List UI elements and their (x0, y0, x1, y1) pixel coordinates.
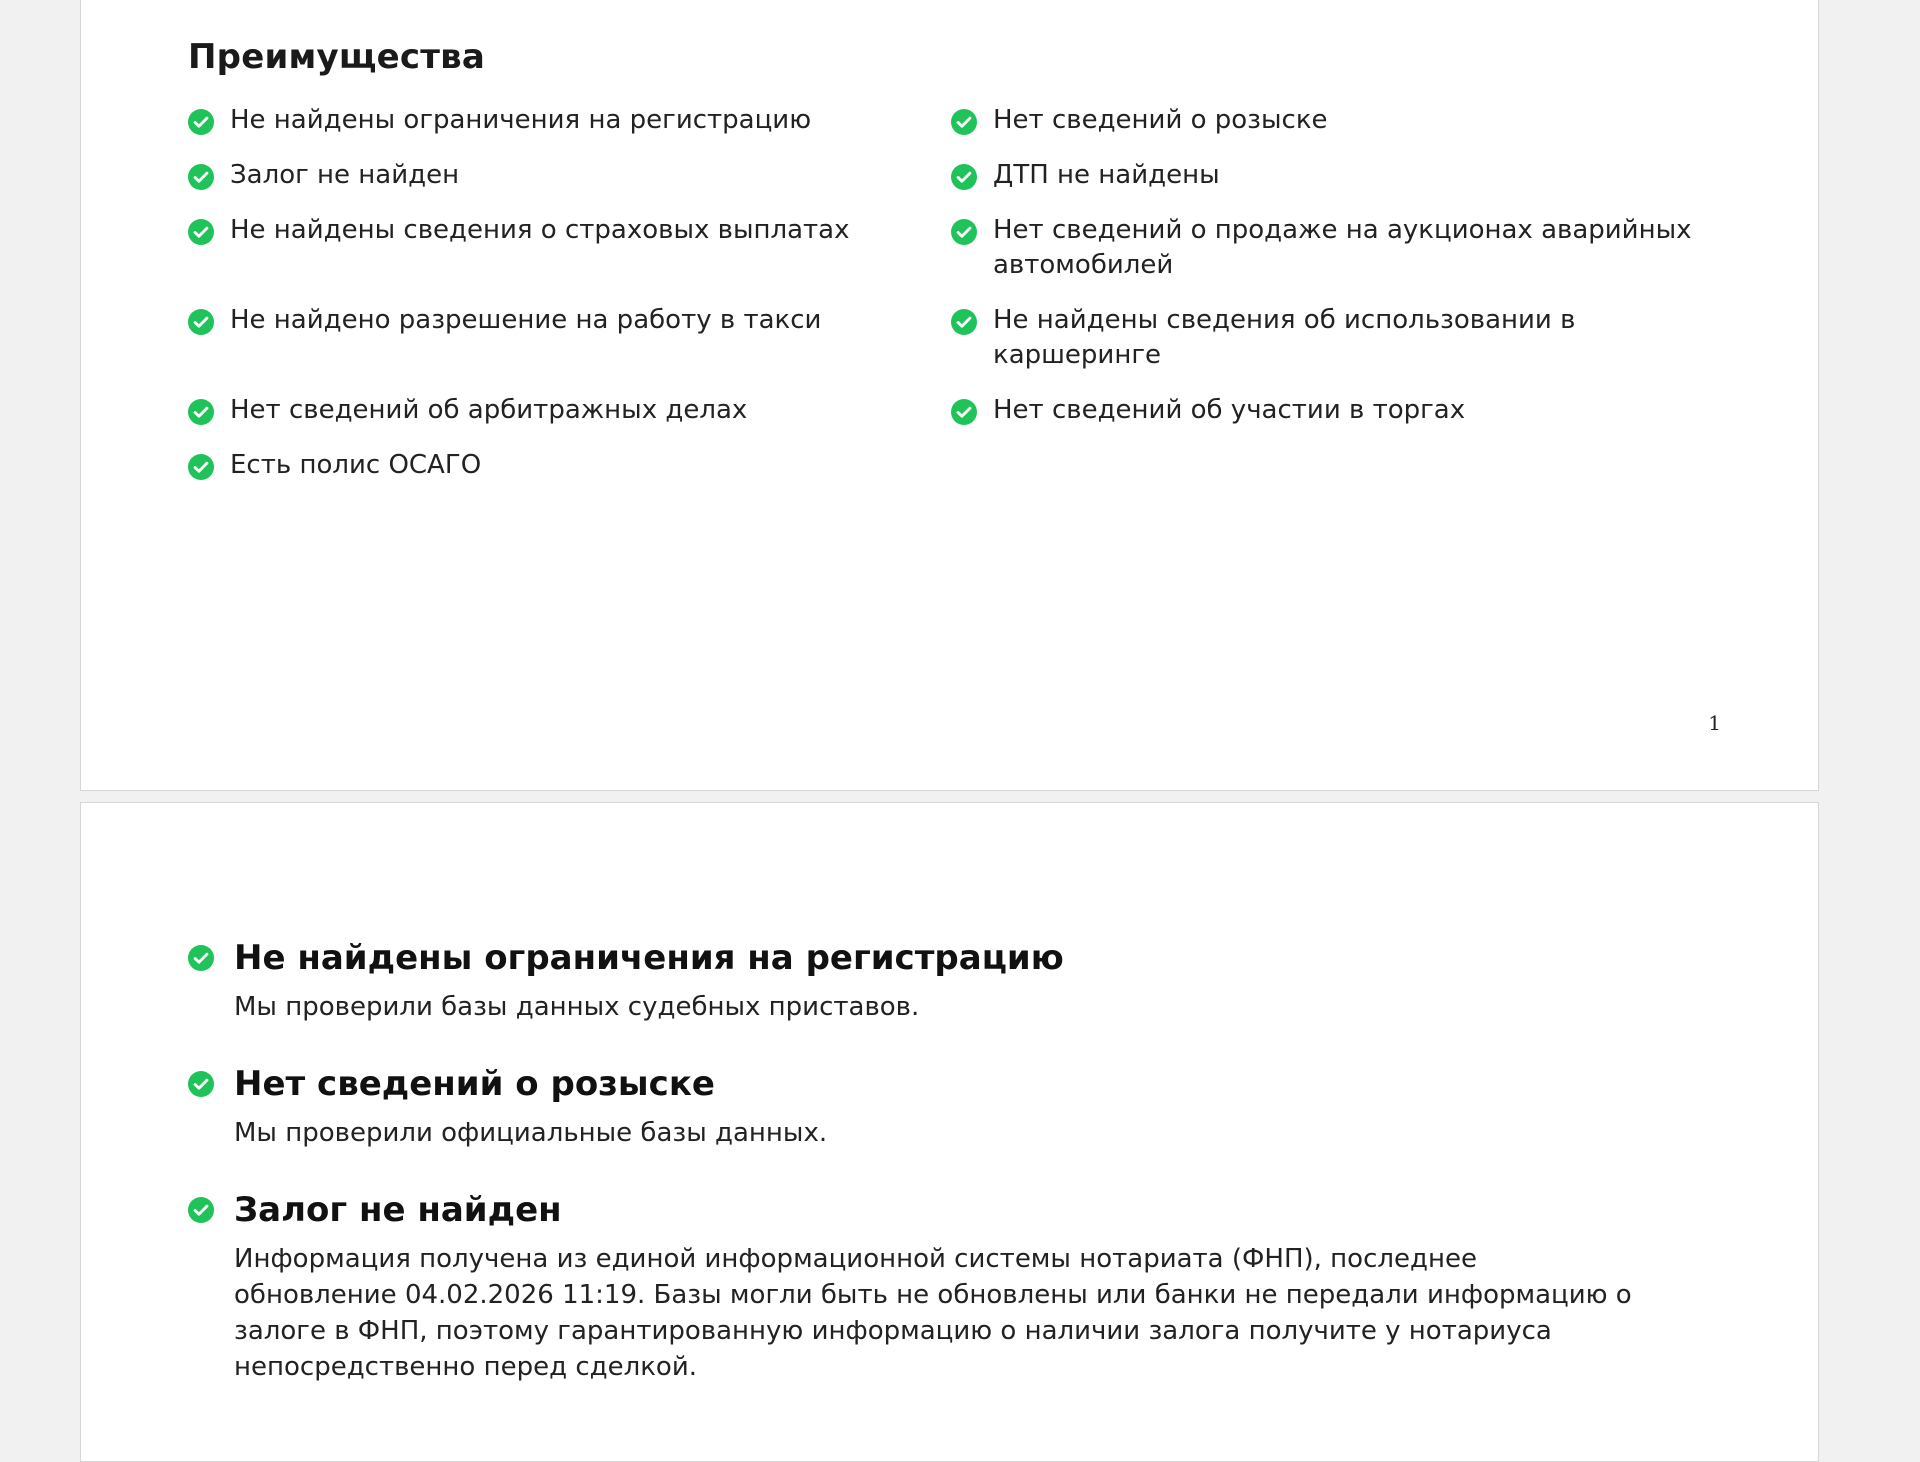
benefits-column-left (188, 103, 928, 503)
benefit-label: Нет сведений об арбитражных делах (230, 395, 748, 425)
benefit-item (188, 158, 928, 193)
benefit-item (951, 158, 1731, 193)
benefit-label: Есть полис ОСАГО (230, 450, 482, 480)
benefit-label: Нет сведений об участии в торгах (993, 395, 1466, 425)
benefit-label: Не найдены ограничения на регистрацию (230, 105, 812, 135)
check-circle-icon (951, 164, 977, 190)
check-detail-title: Нет сведений о розыске (234, 1064, 715, 1104)
check-circle-icon (188, 1071, 214, 1097)
check-circle-icon (188, 945, 214, 971)
benefit-item (951, 103, 1731, 138)
check-circle-icon (951, 309, 977, 335)
check-detail-item (188, 1059, 1748, 1151)
benefit-item (951, 393, 1731, 428)
check-circle-icon (951, 219, 977, 245)
check-circle-icon (951, 109, 977, 135)
report-page-1 (80, 0, 1819, 791)
check-detail-text: Мы проверили базы данных судебных приставов. (234, 992, 920, 1022)
check-circle-icon (951, 399, 977, 425)
check-detail-item (188, 1185, 1748, 1385)
check-detail-text: Информация получена из единой информационной системы нотариата (ФНП), последнее обновление 04.02.2026 11:19. Базы могли быть не обновлены или банки не передали информацию о залоге в ФНП, поэтому гарантированную информацию о наличии залога получите у нотариуса непосредственно перед сделкой. (234, 1244, 1632, 1382)
page-number: 1 (1708, 711, 1721, 735)
benefit-label: ДТП не найдены (993, 160, 1220, 190)
benefit-item (951, 213, 1731, 283)
benefits-column-right (951, 103, 1731, 448)
benefit-item (188, 393, 928, 428)
benefit-item (188, 213, 928, 248)
check-circle-icon (188, 109, 214, 135)
benefit-label: Не найдено разрешение на работу в такси (230, 305, 822, 335)
benefit-label: Не найдены сведения об использовании в каршеринге (993, 305, 1576, 370)
report-page-2 (80, 802, 1819, 1462)
benefit-label: Нет сведений о розыске (993, 105, 1328, 135)
check-circle-icon (188, 399, 214, 425)
check-circle-icon (188, 309, 214, 335)
benefit-label: Залог не найден (230, 160, 460, 190)
check-detail-title: Залог не найден (234, 1190, 562, 1230)
benefit-item (188, 303, 928, 338)
check-detail-text: Мы проверили официальные базы данных. (234, 1118, 828, 1148)
benefit-label: Нет сведений о продаже на аукционах аварийных автомобилей (993, 215, 1692, 280)
check-circle-icon (188, 454, 214, 480)
section-title-advantages: Преимущества (188, 37, 485, 77)
check-circle-icon (188, 1197, 214, 1223)
check-detail-item (188, 933, 1748, 1025)
benefit-item (188, 448, 928, 483)
benefit-item (188, 103, 928, 138)
check-detail-title: Не найдены ограничения на регистрацию (234, 938, 1064, 978)
check-details-list (188, 933, 1748, 1419)
check-circle-icon (188, 164, 214, 190)
benefit-label: Не найдены сведения о страховых выплатах (230, 215, 850, 245)
benefit-item (951, 303, 1731, 373)
check-circle-icon (188, 219, 214, 245)
